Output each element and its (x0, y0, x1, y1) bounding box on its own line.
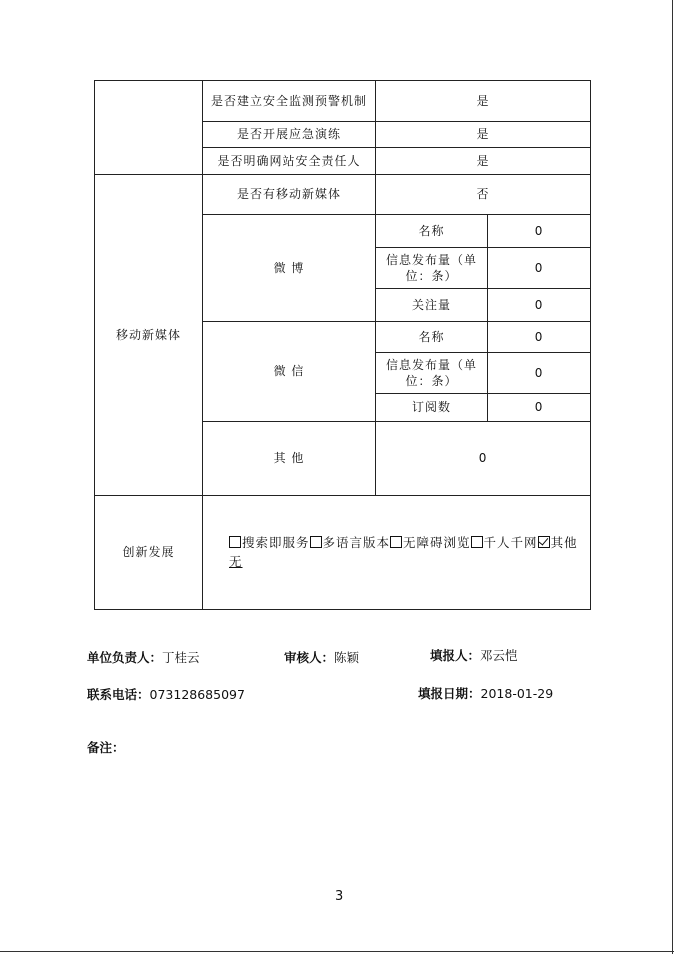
option-other[interactable]: 其他 (538, 535, 578, 550)
remarks-label: 备注： (87, 740, 125, 755)
answer-has-mobile: 否 (376, 175, 591, 215)
wechat-subs-value: 0 (488, 394, 591, 422)
checkbox-icon[interactable] (229, 536, 241, 548)
option-search-service[interactable]: 搜索即服务 (229, 535, 310, 550)
question-drill: 是否开展应急演练 (203, 122, 376, 148)
other-media-value: 0 (376, 422, 591, 496)
report-date: 填报日期：2018-01-29 (418, 686, 554, 701)
answer-monitoring: 是 (376, 81, 591, 122)
reviewer: 审核人：陈颖 (284, 650, 360, 665)
option-accessibility[interactable]: 无障碍浏览 (390, 535, 471, 550)
weibo-name-label: 名称 (376, 215, 488, 248)
section-label-innovation: 创新发展 (95, 496, 203, 610)
wechat-name-value: 0 (488, 322, 591, 353)
wechat-subs-label: 订阅数 (376, 394, 488, 422)
checkbox-icon[interactable] (390, 536, 402, 548)
checkbox-icon[interactable] (310, 536, 322, 548)
option-personalized[interactable]: 千人千网 (471, 535, 538, 550)
page-border (0, 951, 674, 952)
page-border (672, 0, 673, 954)
weibo-label: 微 博 (203, 215, 376, 322)
wechat-posts-label: 信息发布量（单位：条） (376, 353, 488, 394)
weibo-posts-value: 0 (488, 248, 591, 289)
unit-head: 单位负责人：丁桂云 (87, 650, 200, 665)
wechat-label: 微 信 (203, 322, 376, 422)
report-table (94, 80, 591, 610)
wechat-name-label: 名称 (376, 322, 488, 353)
answer-drill: 是 (376, 122, 591, 148)
innovation-options (203, 496, 591, 610)
page-number: 3 (335, 889, 344, 904)
weibo-follow-label: 关注量 (376, 289, 488, 322)
checkbox-checked-icon[interactable] (538, 536, 550, 548)
question-responsible: 是否明确网站安全责任人 (203, 148, 376, 175)
reporter: 填报人：邓云恺 (430, 648, 518, 663)
checkbox-icon[interactable] (471, 536, 483, 548)
question-has-mobile: 是否有移动新媒体 (203, 175, 376, 215)
innovation-other-text: 无 (229, 553, 243, 569)
weibo-name-value: 0 (488, 215, 591, 248)
section-label-mobile-media: 移动新媒体 (95, 175, 203, 496)
other-media-label: 其 他 (203, 422, 376, 496)
option-multilingual[interactable]: 多语言版本 (310, 535, 391, 550)
weibo-posts-label: 信息发布量（单位：条） (376, 248, 488, 289)
phone: 联系电话：073128685097 (87, 687, 245, 702)
weibo-follow-value: 0 (488, 289, 591, 322)
answer-responsible: 是 (376, 148, 591, 175)
question-monitoring: 是否建立安全监测预警机制 (203, 81, 376, 122)
wechat-posts-value: 0 (488, 353, 591, 394)
table-cell-empty (95, 81, 203, 175)
